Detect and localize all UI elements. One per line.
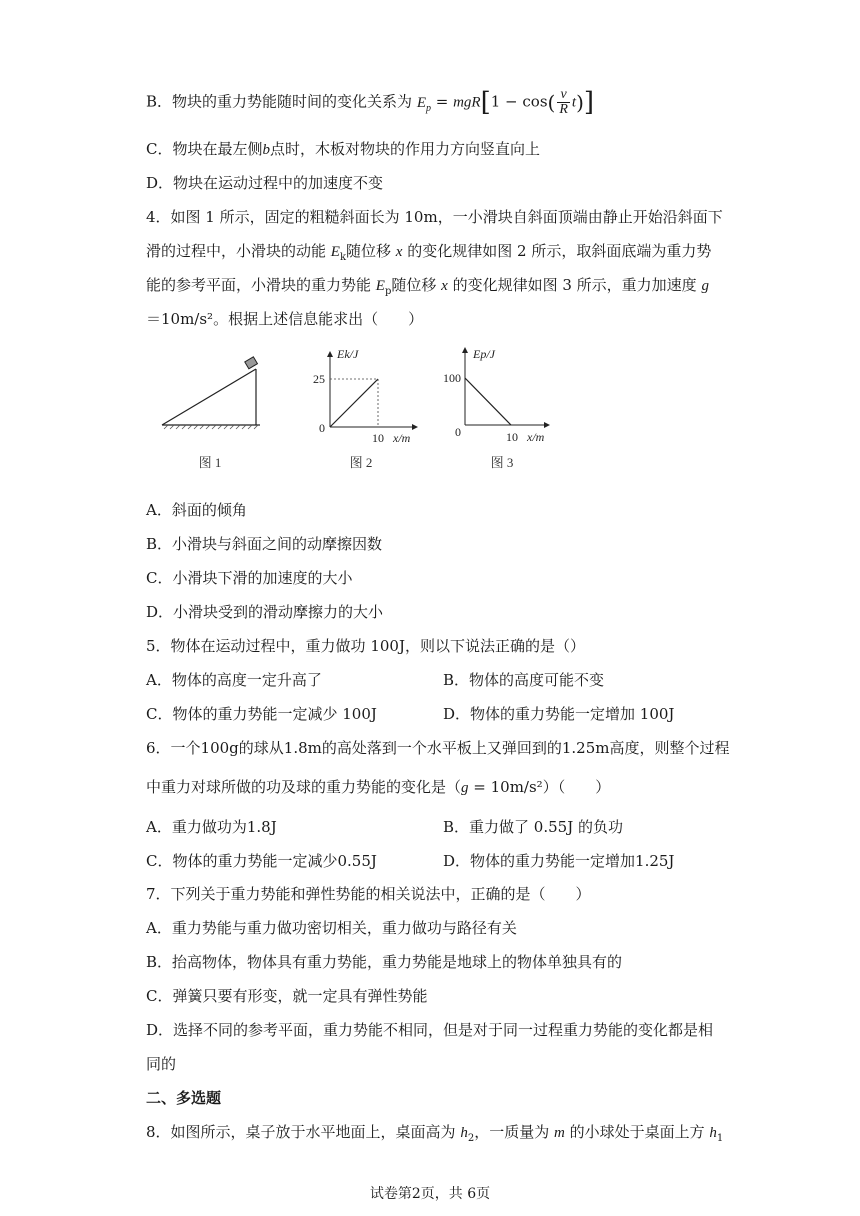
q4-figures: [150, 345, 570, 480]
fraction-v-over-r: $\frac{v}{R}$: [559, 87, 568, 117]
fig2-xlabel: x/m: [393, 431, 411, 445]
fig2-origin: 0: [319, 421, 325, 435]
q7-option-a: A．重力势能与重力做功密切相关，重力做功与路径有关: [146, 919, 517, 937]
q7-option-b: B．抬高物体，物体具有重力势能，重力势能是地球上的物体单独具有的: [146, 953, 623, 971]
fig3-ytick: 100: [443, 371, 461, 385]
q7-stem: 7．下列关于重力势能和弹性势能的相关说法中，正确的是（ ）: [146, 885, 591, 903]
q6-stem-line1: 6．一个100g的球从1.8m的高处落到一个水平板上又弹回到的1.25m高度，则整个过程: [146, 739, 730, 757]
q7-option-c: C．弹簧只要有形变，就一定具有弹性势能: [146, 987, 428, 1005]
q3-option-d: D．物块在运动过程中的加速度不变: [146, 174, 384, 192]
q4-option-a: A．斜面的倾角: [146, 501, 247, 519]
ek-line: [330, 379, 378, 427]
q4-option-b: B．小滑块与斜面之间的动摩擦因数: [146, 535, 383, 553]
q5-option-a: A．物体的高度一定升高了: [146, 671, 322, 689]
fig2-ytick: 25: [313, 372, 325, 386]
q8-stem-line1: 8．如图所示，桌子放于水平地面上，桌面高为 $h_2$，一质量为 m 的小球处于桌面上方 $h_1$: [146, 1123, 724, 1144]
q4-stem-line2: 滑的过程中，小滑块的动能 $E_k$随位移 x 的变化规律如图 2 所示，取斜面底端为重力势: [146, 242, 712, 263]
q3-option-c: C．物块在最左侧b点时，木板对物块的作用力方向竖直向上: [146, 140, 540, 158]
formula-ep: $E_p$: [416, 94, 431, 114]
q7-option-d-line2: 同的: [146, 1055, 177, 1073]
q4-stem-line3: 能的参考平面，小滑块的重力势能 $E_p$随位移 x 的变化规律如图 3 所示，重力加速度 g: [146, 276, 709, 297]
q5-option-c: C．物体的重力势能一定减少 100J: [146, 705, 377, 723]
q4-option-c: C．小滑块下滑的加速度的大小: [146, 569, 353, 587]
q7-option-d-line1: D．选择不同的参考平面，重力势能不相同，但是对于同一过程重力势能的变化都是相: [146, 1021, 714, 1039]
fig3-ylabel: Ep/J: [473, 347, 495, 361]
q6-option-c: C．物体的重力势能一定减少0.55J: [146, 852, 377, 870]
q3-option-b: B．物块的重力势能随时间的变化关系为 $E_p = mgR[1 - \cos$( $\frac{v}{R}$ t)]: [146, 87, 595, 118]
q4-option-d: D．小滑块受到的滑动摩擦力的大小: [146, 603, 384, 621]
figure3-ep-graph: [443, 347, 550, 470]
fig3-xtick: 10: [506, 430, 518, 444]
q5-option-d: D．物体的重力势能一定增加 100J: [443, 705, 675, 723]
figure1-caption: 图 1: [198, 455, 222, 470]
section-heading-multiple-choice: 二、多选题: [146, 1089, 222, 1107]
fig2-xtick: 10: [372, 431, 384, 445]
figure3-caption: 图 3: [490, 455, 514, 470]
fig3-origin: 0: [455, 425, 461, 439]
figure2-caption: 图 2: [349, 455, 373, 470]
q5-stem: 5．物体在运动过程中，重力做功 100J，则以下说法正确的是（）: [146, 637, 585, 655]
fig3-xlabel: x/m: [527, 430, 545, 444]
q6-option-d: D．物体的重力势能一定增加1.25J: [443, 852, 675, 870]
q4-stem-line4: ＝10m/s²。根据上述信息能求出（ ）: [146, 310, 424, 328]
q6-option-a: A．重力做功为1.8J: [146, 818, 277, 836]
figure2-ek-graph: [313, 347, 418, 470]
ep-line: [465, 378, 511, 425]
q6-stem-line2: 中重力对球所做的功及球的重力势能的变化是（g = 10m/s²）（ ）: [146, 778, 611, 796]
figure1-incline: [162, 357, 260, 470]
slider-block: [245, 357, 258, 369]
q4-stem-line1: 4．如图 1 所示，固定的粗糙斜面长为 10m，一小滑块自斜面顶端由静止开始沿斜面下: [146, 208, 723, 226]
fig2-ylabel: Ek/J: [337, 347, 359, 361]
page-footer: 试卷第2页，共 6页: [369, 1186, 491, 1202]
q6-option-b: B．重力做了 0.55J 的负功: [443, 818, 623, 836]
q5-option-b: B．物体的高度可能不变: [443, 671, 605, 689]
